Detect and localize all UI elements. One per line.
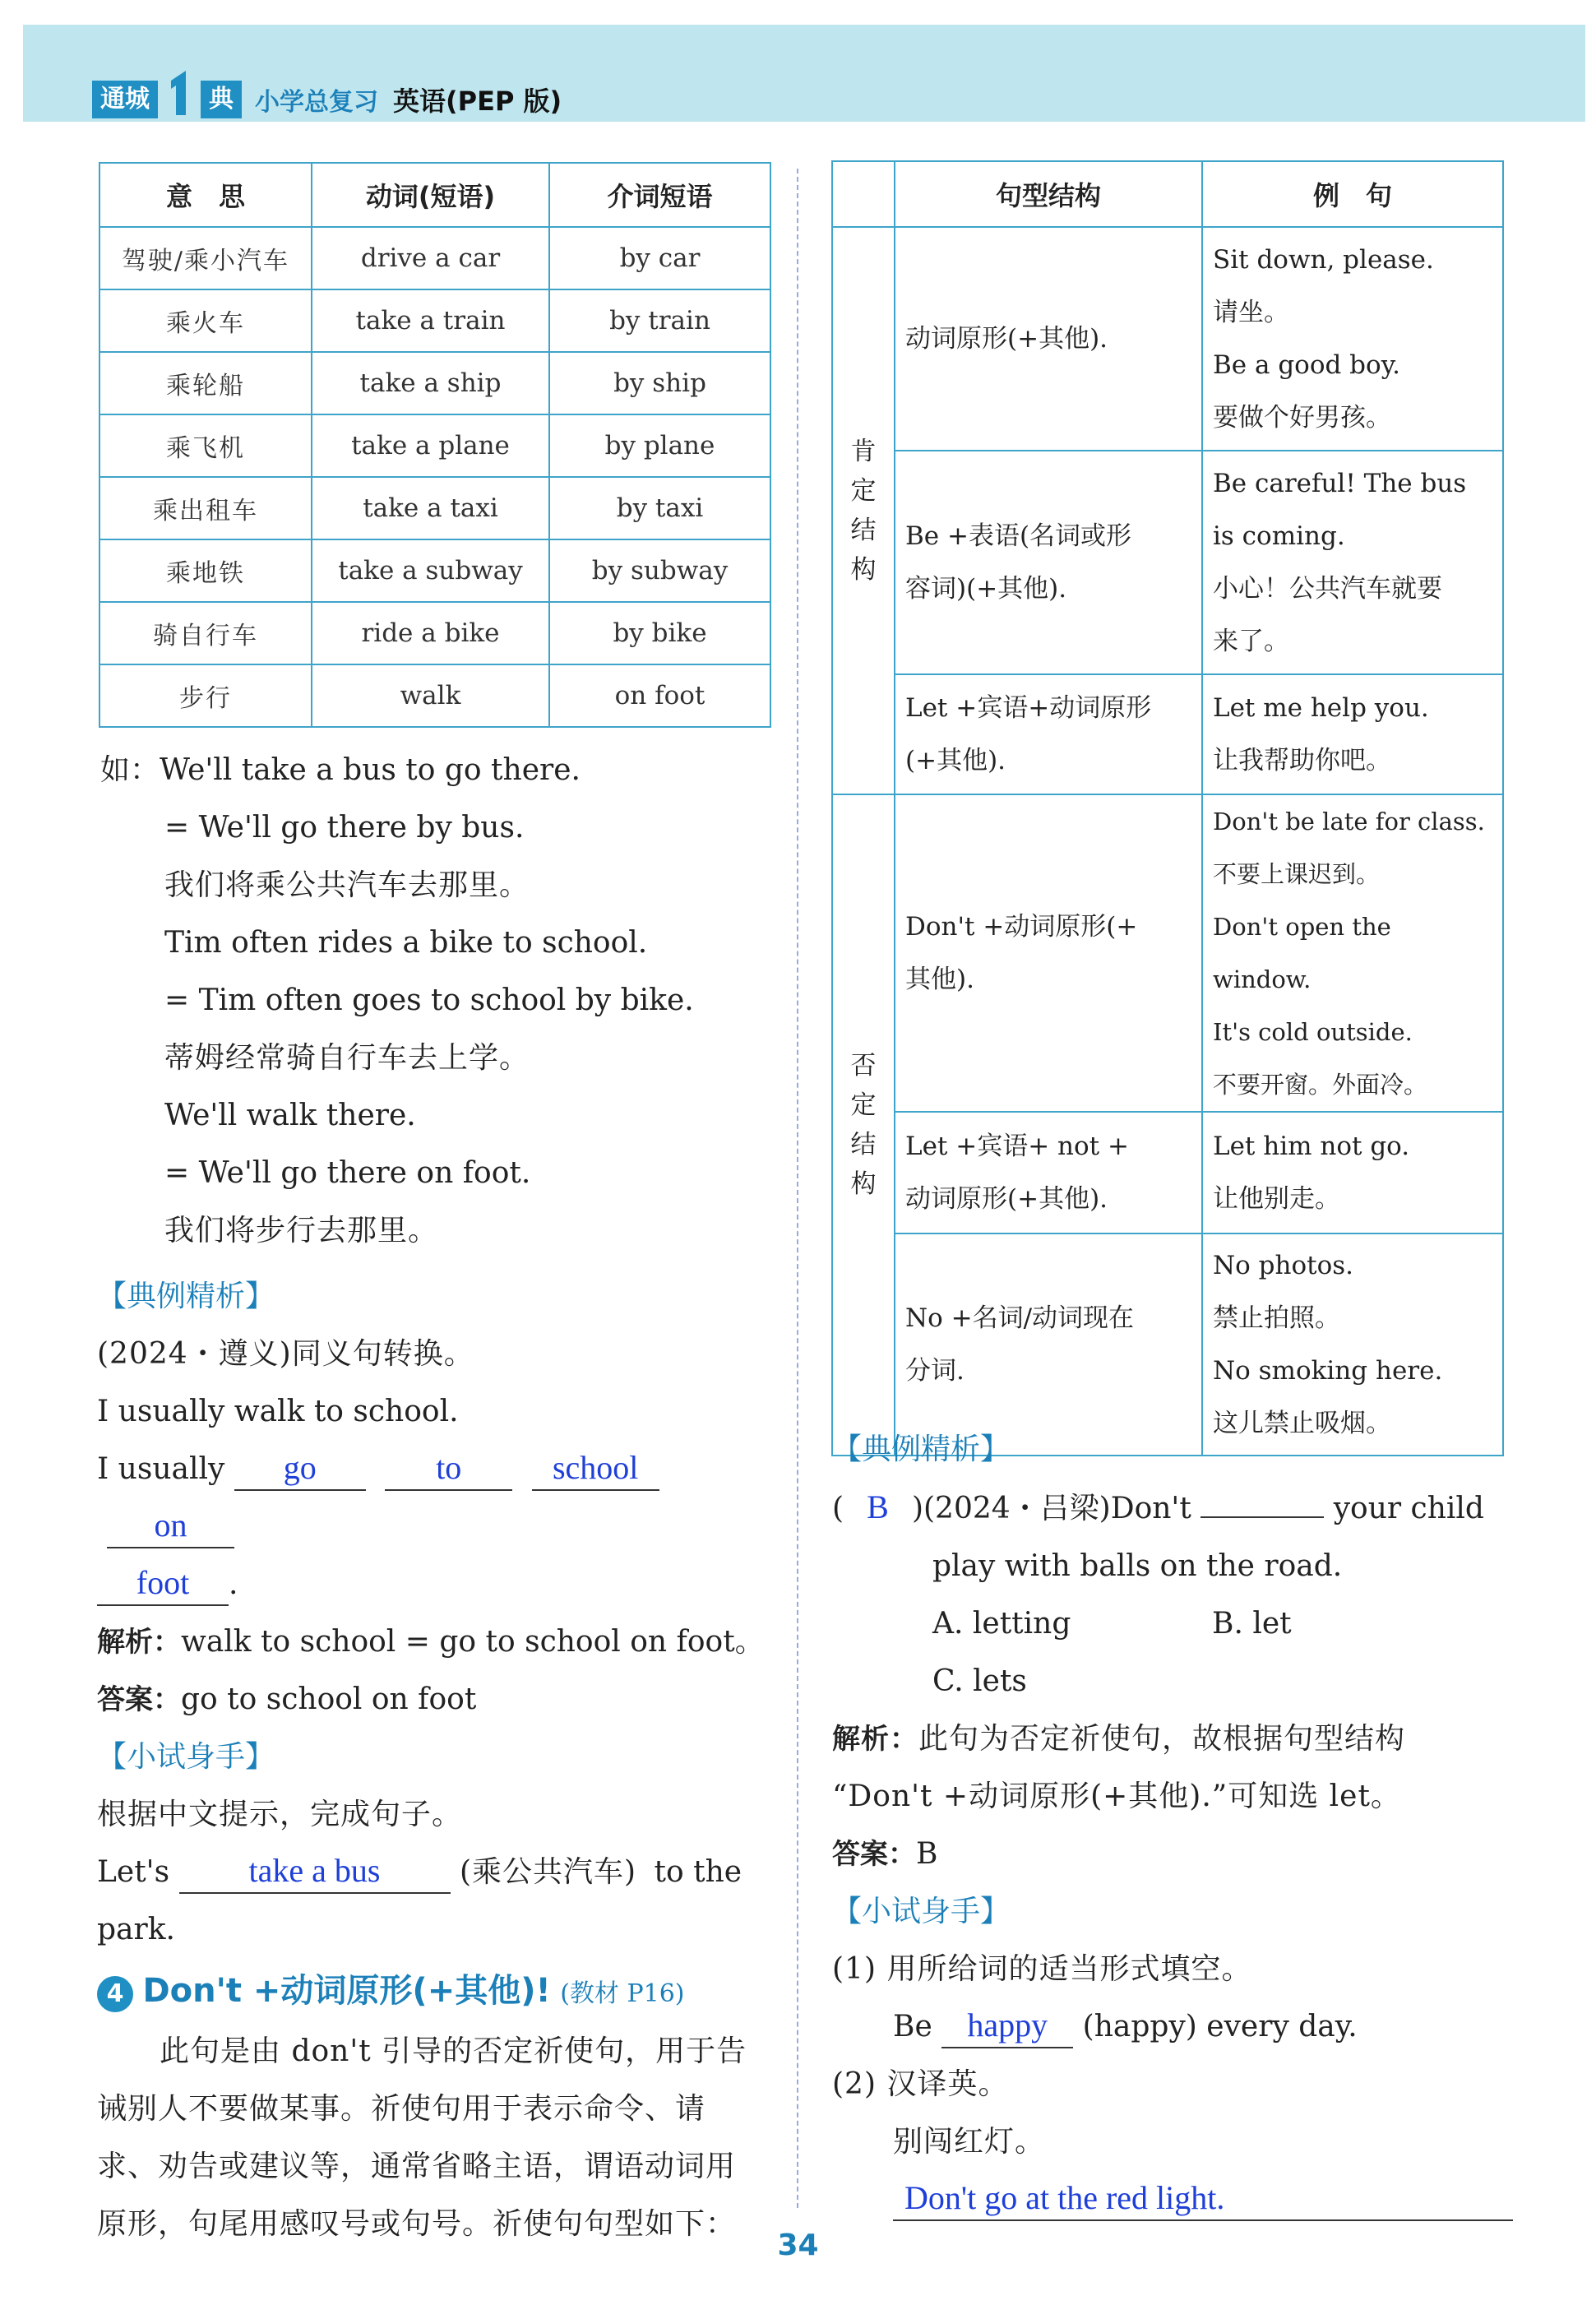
table-cell: by plane <box>549 414 770 477</box>
table-row <box>99 289 770 352</box>
example-line: Don't open the window. <box>1213 913 1391 993</box>
section-paragraph-line: 求、劝告或建议等，通常省略主语，谓语动词用 <box>97 2150 737 2183</box>
answer-label: 答案： <box>97 1683 181 1716</box>
brand-logo <box>92 79 562 120</box>
section-label: 【典例精析】 <box>97 1280 275 1313</box>
option: A. letting <box>932 1607 1071 1641</box>
example-line: is coming. <box>1213 521 1345 551</box>
q1-prefix: Be <box>893 2010 932 2043</box>
question-text: (2024・吕梁)Don't <box>923 1492 1191 1525</box>
answer-blank: take a bus <box>179 1849 451 1894</box>
analysis-label: 解析： <box>832 1723 918 1756</box>
answer-label: 答案： <box>832 1838 916 1871</box>
fill-sentence-cont: foot . <box>97 1556 779 1613</box>
option: B. let <box>1212 1607 1292 1641</box>
example-line: 蒂姆经常骑自行车去上学。 <box>164 1041 530 1075</box>
table-cell: take a plane <box>312 414 549 477</box>
example-line: 这儿禁止吸烟。 <box>1213 1409 1391 1438</box>
table-row <box>832 227 1503 451</box>
table-cell: 乘轮船 <box>99 352 312 414</box>
table-cell: walk <box>312 664 549 727</box>
answer-blank: foot <box>97 1562 229 1606</box>
table-row <box>99 414 770 477</box>
series-title: 小学总复习 <box>255 88 378 117</box>
example-line: 让他别走。 <box>1213 1184 1340 1214</box>
answer-blank: on <box>107 1504 234 1548</box>
analysis-line: “Don't +动词原形(+其他).”可知选 let。 <box>832 1780 1401 1813</box>
paren-open: ( <box>832 1492 844 1525</box>
example-prefix: 如： <box>100 753 160 787</box>
example-cell <box>1202 451 1503 674</box>
table-cell: by taxi <box>549 477 770 539</box>
subject-title: 英语(PEP 版) <box>393 86 562 117</box>
transport-table <box>99 162 771 728</box>
practice-suffix-2: park. <box>97 1913 175 1946</box>
table-row <box>832 794 1503 1112</box>
table-row <box>832 451 1503 674</box>
table-header: 介词短语 <box>549 163 770 227</box>
answer-blank: Don't go at the red light. <box>893 2177 1513 2221</box>
example-line: Let me help you. <box>1213 693 1429 723</box>
example-line: 请坐。 <box>1213 298 1289 327</box>
question-number: (1) <box>832 1952 877 1986</box>
table-cell: by train <box>549 289 770 352</box>
table-cell: by subway <box>549 539 770 602</box>
example-line: 小心！公共汽车就要 <box>1213 574 1442 604</box>
fill-prefix: I usually <box>97 1452 225 1486</box>
section-number-badge: 4 <box>97 1976 133 2012</box>
q1-sentence <box>832 1998 1506 2056</box>
table-row <box>99 352 770 414</box>
group-label-text: 肯定结构 <box>850 437 877 585</box>
sentence-pattern-table <box>831 160 1504 1456</box>
choice-answer: B <box>867 1488 889 1525</box>
example-line: Let him not go. <box>1213 1132 1410 1161</box>
fill-sentence <box>97 1441 779 1556</box>
table-cell: 乘飞机 <box>99 414 312 477</box>
example-source: (2024・遵义)同义句转换。 <box>97 1337 474 1371</box>
example-cell <box>1202 794 1503 1112</box>
example-line: = We'll go there by bus. <box>164 811 525 845</box>
table-cell: by car <box>549 227 770 289</box>
example-line: Be careful! The bus <box>1213 469 1467 498</box>
example-line: Don't be late for class. <box>1213 808 1485 835</box>
pattern-cell <box>895 227 1202 451</box>
table-header-blank <box>832 161 895 227</box>
answer-text: go to school on foot <box>181 1682 477 1716</box>
right-example-section <box>832 1421 1506 2229</box>
table-cell: take a taxi <box>312 477 549 539</box>
group-label <box>832 227 895 794</box>
section-label: 【典例精析】 <box>832 1433 1011 1466</box>
table-cell: 骑自行车 <box>99 602 312 664</box>
pattern-line: 分词. <box>905 1356 965 1386</box>
q2-answer-line <box>832 2171 1506 2229</box>
table-row <box>99 539 770 602</box>
table-cell: take a train <box>312 289 549 352</box>
pattern-line: 其他). <box>905 965 974 994</box>
table-cell: take a ship <box>312 352 549 414</box>
pattern-line: 动词原形(+其他). <box>905 324 1108 354</box>
pattern-cell <box>895 451 1202 674</box>
table-cell: drive a car <box>312 227 549 289</box>
q2-chinese: 别闯红灯。 <box>893 2125 1046 2159</box>
example-line: 不要开窗。外面冷。 <box>1213 1071 1428 1099</box>
logo-text-right: 典 <box>201 81 242 118</box>
section-paragraph-line: 此句是由 don't 引导的否定祈使句，用于告 <box>160 2034 747 2068</box>
section-title: Don't +动词原形(+其他)! <box>142 1972 551 2010</box>
table-cell: on foot <box>549 664 770 727</box>
practice-suffix: to the <box>654 1855 742 1889</box>
example-line: 不要上课迟到。 <box>1213 860 1381 888</box>
section-ref: (教材 P16) <box>560 1979 685 2008</box>
table-cell: 乘地铁 <box>99 539 312 602</box>
practice-hint: (乘公共汽车) <box>459 1855 637 1889</box>
logo-one-icon <box>164 69 197 117</box>
table-row <box>832 674 1503 794</box>
section-label: 【小试身手】 <box>832 1895 1011 1928</box>
pattern-cell <box>895 794 1202 1112</box>
section-label: 【小试身手】 <box>97 1740 275 1774</box>
table-header: 意 思 <box>99 163 312 227</box>
option-row <box>832 1595 1506 1653</box>
pattern-line: (+其他). <box>905 746 1006 775</box>
answer-blank: school <box>532 1446 659 1491</box>
example-line: 要做个好男孩。 <box>1213 403 1391 433</box>
page-number: 34 <box>777 2229 819 2262</box>
pattern-line: No +名词/动词现在 <box>905 1303 1135 1333</box>
pattern-cell <box>895 674 1202 794</box>
question-line-2: play with balls on the road. <box>932 1549 1343 1583</box>
q1-suffix: (happy) every day. <box>1082 2010 1358 2043</box>
example-line: Be a good boy. <box>1213 350 1400 380</box>
question-instruction: 汉译英。 <box>886 2067 1009 2101</box>
example-cell <box>1202 674 1503 794</box>
table-row <box>99 664 770 727</box>
analysis-label: 解析： <box>97 1626 181 1659</box>
answer-text: B <box>916 1837 938 1871</box>
practice-prefix: Let's <box>97 1855 170 1889</box>
section-paragraph-line: 诫别人不要做某事。祈使句用于表示命令、请 <box>97 2092 706 2126</box>
table-cell: 驾驶/乘小汽车 <box>99 227 312 289</box>
practice-instruction: 根据中文提示，完成句子。 <box>97 1798 463 1831</box>
practice-sentence <box>97 1844 779 1901</box>
example-sentence: I usually walk to school. <box>97 1395 459 1428</box>
pattern-line: 动词原形(+其他). <box>905 1184 1108 1214</box>
example-line: No smoking here. <box>1213 1356 1443 1386</box>
example-line: 我们将步行去那里。 <box>164 1214 439 1247</box>
table-header: 动词(短语) <box>312 163 549 227</box>
table-row <box>99 477 770 539</box>
group-label <box>832 794 895 1456</box>
table-cell: ride a bike <box>312 602 549 664</box>
example-cell <box>1202 227 1503 451</box>
analysis-text: walk to school = go to school on foot。 <box>181 1625 765 1659</box>
pattern-line: Let +宾语+ not + <box>905 1132 1129 1161</box>
table-cell: by ship <box>549 352 770 414</box>
table-cell: 乘火车 <box>99 289 312 352</box>
question-instruction: 用所给词的适当形式填空。 <box>886 1952 1252 1986</box>
example-line: It's cold outside. <box>1213 1018 1413 1046</box>
answer-blank: to <box>385 1446 512 1491</box>
section-paragraph-line: 原形，句尾用感叹号或句号。祈使句句型如下： <box>97 2207 737 2241</box>
example-line: = Tim often goes to school by bike. <box>164 984 694 1017</box>
pattern-line: Be +表语(名词或形 <box>905 521 1132 551</box>
example-line: Tim often rides a bike to school. <box>164 926 648 960</box>
analysis-line: 此句为否定祈使句，故根据句型结构 <box>918 1722 1406 1756</box>
column-divider <box>797 169 798 2208</box>
left-example-section <box>97 1268 779 2253</box>
table-cell: 步行 <box>99 664 312 727</box>
table-row <box>99 227 770 289</box>
table-cell: by bike <box>549 602 770 664</box>
table-cell: 乘出租车 <box>99 477 312 539</box>
pattern-line: Let +宾语+动词原形 <box>905 693 1152 723</box>
example-line: 禁止拍照。 <box>1213 1303 1340 1333</box>
example-line: We'll walk there. <box>164 1099 416 1132</box>
pattern-line: Don't +动词原形(+ <box>905 912 1138 942</box>
table-row <box>99 602 770 664</box>
example-line: 来了。 <box>1213 627 1289 656</box>
example-sentences <box>100 742 775 1260</box>
question-end: your child <box>1333 1492 1484 1525</box>
answer-blank: go <box>234 1446 366 1491</box>
example-cell <box>1202 1112 1503 1233</box>
pattern-line: 容词)(+其他). <box>905 574 1067 604</box>
logo-text-left: 通城 <box>92 81 158 118</box>
table-header: 句型结构 <box>895 161 1202 227</box>
example-line: We'll take a bus to go there. <box>160 753 581 787</box>
answer-blank: happy <box>941 2004 1073 2048</box>
option: C. lets <box>932 1664 1027 1698</box>
table-cell: take a subway <box>312 539 549 602</box>
example-line: Sit down, please. <box>1213 245 1434 275</box>
example-line: 我们将乘公共汽车去那里。 <box>164 868 530 902</box>
table-header: 例 句 <box>1202 161 1503 227</box>
example-line: 让我帮助你吧。 <box>1213 746 1391 775</box>
group-label-text: 否定结构 <box>850 1051 877 1199</box>
question-line <box>832 1479 1506 1538</box>
question-number: (2) <box>832 2067 877 2101</box>
paren-close: ) <box>911 1492 923 1525</box>
table-row <box>832 1112 1503 1233</box>
question-blank <box>1200 1516 1324 1518</box>
example-line: No photos. <box>1213 1251 1353 1280</box>
section-4-title <box>97 1962 779 2023</box>
example-line: = We'll go there on foot. <box>164 1156 531 1190</box>
pattern-cell <box>895 1112 1202 1233</box>
